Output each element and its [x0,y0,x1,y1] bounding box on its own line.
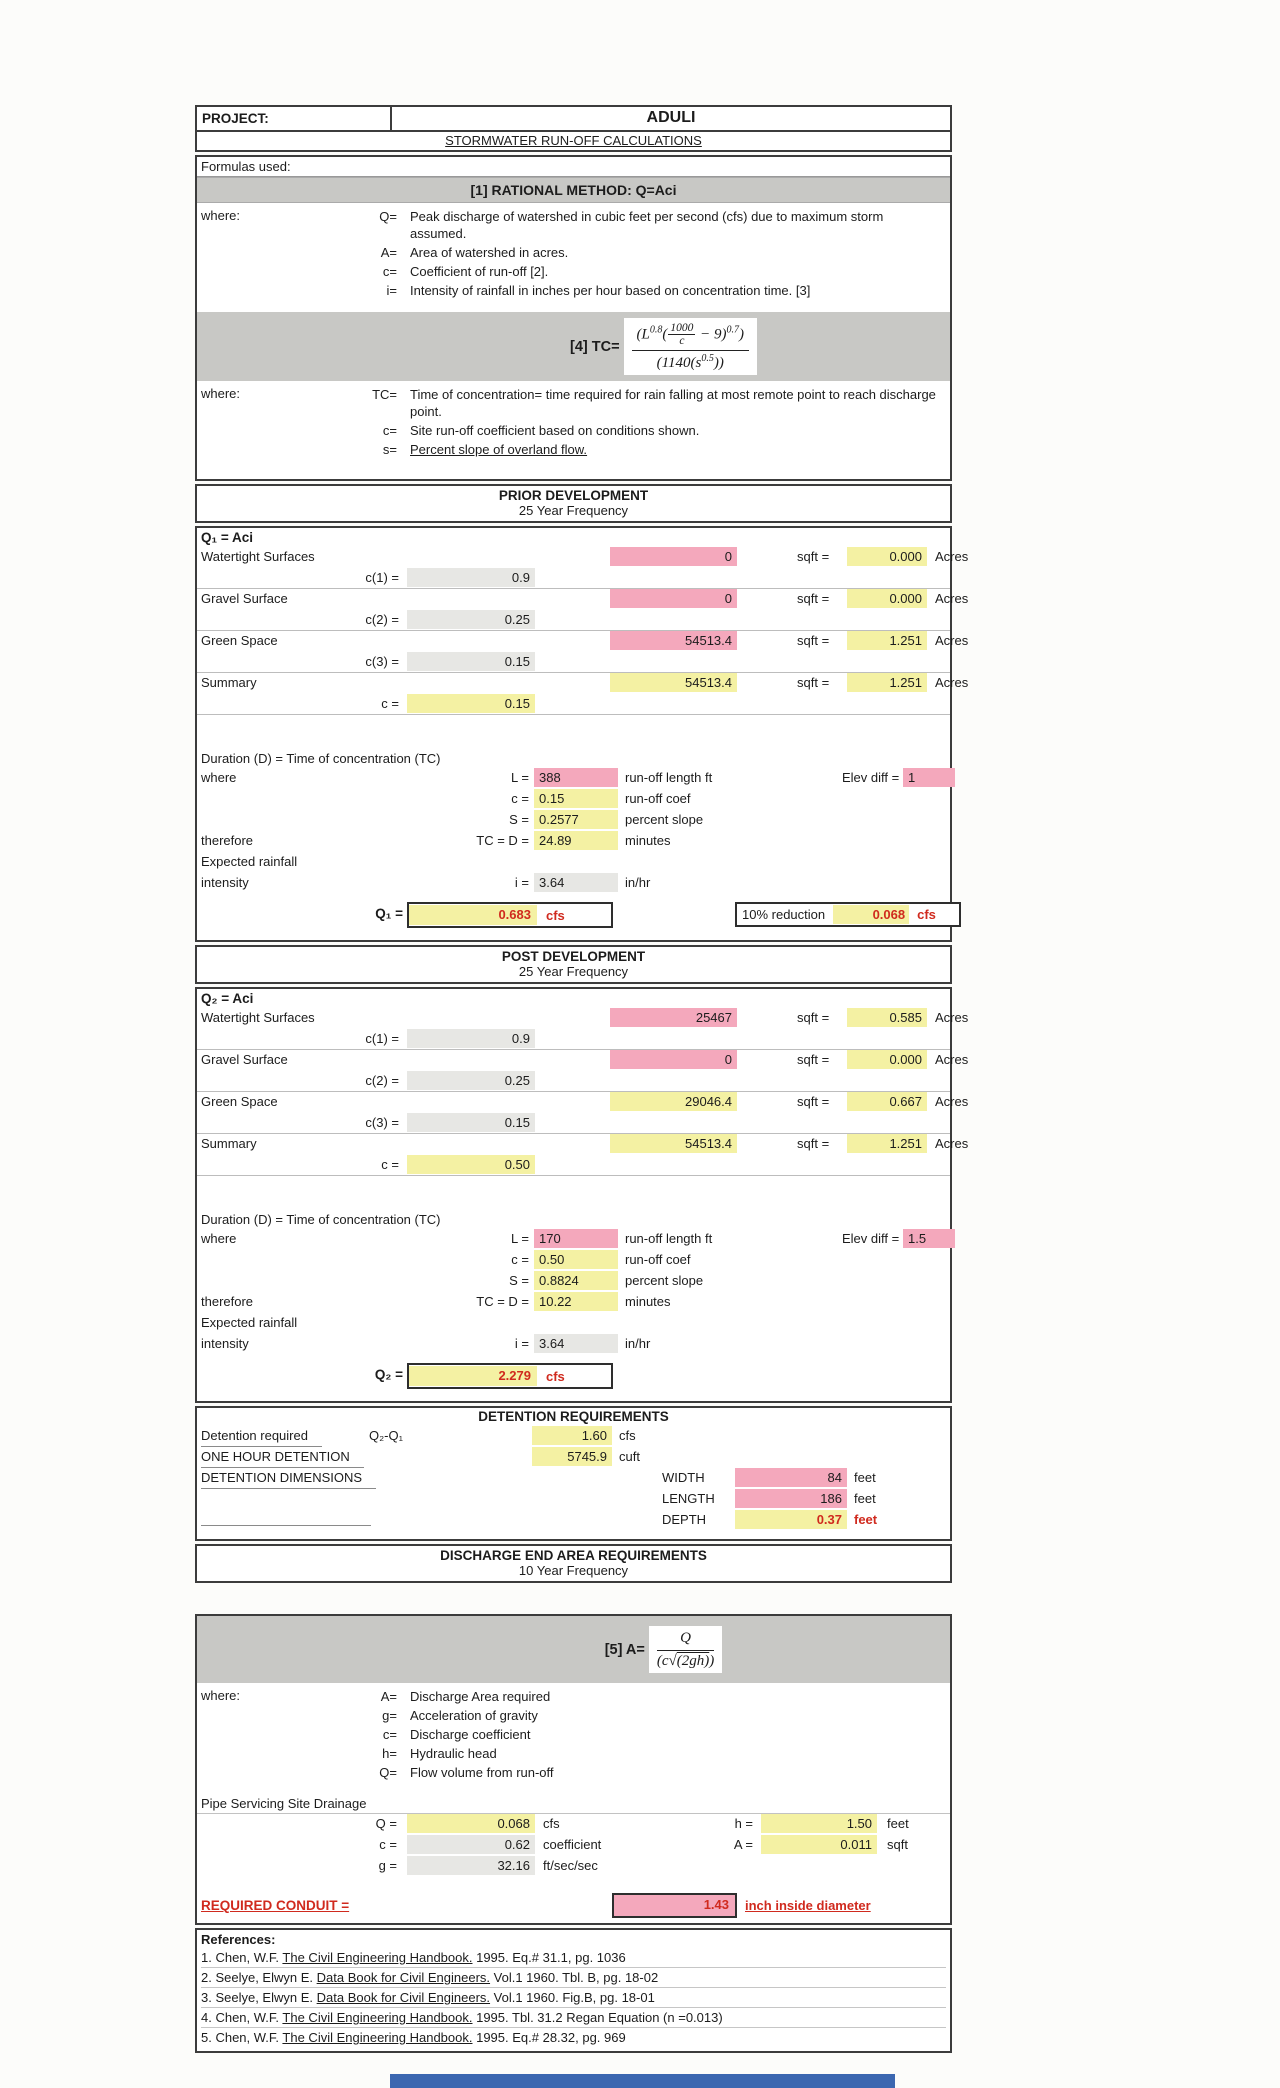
where-row [197,1725,950,1744]
detention-row: LENGTH 186 feet [662,1491,876,1507]
rational-method-banner: [1] RATIONAL METHOD: Q=Aci [197,177,950,203]
symbol-label: h= [382,1746,397,1762]
detention-section [195,1406,952,1541]
duration-row: c = 0.50 run-off coef [511,1252,691,1268]
q2-result-row [197,1363,950,1393]
band-subtitle: 25 Year Frequency [518,503,629,519]
symbol-label: A= [380,245,397,260]
coefficient-row: c(3) = 0.15 [197,652,950,673]
duration-row: S = 0.2577 percent slope [509,812,704,828]
required-conduit-label: REQUIRED CONDUIT = [201,1898,350,1914]
duration-title: Duration (D) = Time of concentration (TC) [201,1212,441,1228]
table-row: Gravel Surface 0 sqft = 0.000 Acres [201,1052,969,1068]
duration-row: therefore TC = D = 10.22 minutes [201,1294,671,1310]
reference-item: 4. Chen, W.F. The Civil Engineering Handbook. 1995. Tbl. 31.2 Regan Equation (n =0.013) [201,2008,946,2028]
table-row: Gravel Surface 0 sqft = 0.000 Acres [201,591,969,607]
intensity-cell: 3.64 [534,1334,618,1353]
symbol-label: Q= [379,1765,397,1781]
acres-cell: 1.251 [847,1134,927,1153]
acres-cell: 1.251 [847,631,927,650]
symbol-definition: Discharge Area required [410,1689,551,1705]
coefficient-row: c(1) = 0.9 [197,568,950,589]
tc-where [197,381,950,471]
pipe-h-cell: 1.50 [761,1814,877,1833]
coefficient-cell: 0.9 [407,1029,535,1048]
symbol-label: c= [382,423,397,439]
symbol-definition: Flow volume from run-off [410,1765,554,1781]
q2-result-label: Q₂ = [374,1367,403,1383]
coefficient-row: c(2) = 0.25 [197,610,950,631]
tc-cell: 24.89 [534,831,618,850]
detention-row: Detention required Q₂-Q₁ 1.60 cfs [197,1426,950,1447]
discharge-band [195,1544,952,1583]
sqft-cell: 0 [610,589,737,608]
q2-equation: Q₂ = Aci [201,991,254,1007]
reference-book-title: The Civil Engineering Handbook. [282,2010,473,2026]
slope-cell: 0.2577 [534,810,618,829]
duration-row: c = 0.15 run-off coef [511,791,691,807]
symbol-label: g= [382,1708,397,1724]
required-conduit-unit: inch inside diameter [745,1898,871,1914]
sheet-subtitle: STORMWATER RUN-OFF CALCULATIONS [445,133,702,148]
coefficient-row: c(2) = 0.25 [197,1071,950,1092]
coefficient-cell: 0.9 [407,568,535,587]
reference-item: 3. Seelye, Elwyn E. Data Book for Civil Engineers. Vol.1 1960. Fig.B, pg. 18-01 [201,1988,946,2008]
coef-cell: 0.15 [534,789,618,808]
where-row [197,1744,950,1763]
references-title: References: [201,1932,276,1948]
rational-method-where [197,203,950,312]
acres-cell: 0.000 [847,1050,927,1069]
table-row: Green Space 29046.4 sqft = 0.667 Acres [201,1094,969,1110]
q1-result-label: Q₁ = [375,906,403,922]
pipe-row: Q = 0.068 cfs h = 1.50 feet [375,1816,909,1832]
where-row [197,1706,950,1725]
band-title: DISCHARGE END AREA REQUIREMENTS [440,1548,707,1564]
reference-book-title: The Civil Engineering Handbook. [282,2030,473,2046]
coefficient-cell: 0.25 [407,610,535,629]
area-formula-label: [5] A= [604,1641,645,1658]
project-title: ADULI [646,109,696,126]
symbol-label: TC= [372,387,397,403]
q2-result-box: 2.279 cfs [407,1363,613,1389]
acres-cell: 0.000 [847,589,927,608]
where-row [197,385,950,421]
q1-result-box: 0.683 cfs [407,902,613,928]
where-row [197,243,950,262]
band-subtitle: 25 Year Frequency [518,964,629,980]
reference-book-title: The Civil Engineering Handbook. [282,1950,473,1966]
where-row [197,207,950,243]
pipe-row: g = 32.16 ft/sec/sec [378,1858,598,1874]
duration-row: Expected rainfall [201,854,298,870]
discharge-section [195,1614,952,1925]
band-title: POST DEVELOPMENT [501,949,646,965]
bottom-blue-bar [390,2074,895,2088]
header-section [195,105,952,152]
tc-formula: ($L^{0.8}$( $\frac{1000}{c}$ − 9)$^{0.7}$) $(1140(s^{0.5}))$ [624,318,757,375]
detention-required-cell: 1.60 [532,1426,612,1445]
post-development-section [195,987,969,1403]
duration-row: therefore TC = D = 24.89 minutes [201,833,671,849]
q2-result-value: 2.279 [409,1366,537,1386]
reference-book-title: Data Book for Civil Engineers. [316,1970,491,1986]
symbol-definition: Time of concentration= time required for rain falling at most remote point to reach discharge point. [410,387,936,420]
symbol-label: c= [382,264,397,279]
one-hour-detention-cell: 5745.9 [532,1447,612,1466]
symbol-definition: Acceleration of gravity [410,1708,538,1724]
acres-cell: 0.000 [847,547,927,566]
where-row [197,1687,950,1706]
duration-row: Expected rainfall [201,1315,298,1331]
detention-row: DEPTH 0.37 feet [197,1510,950,1531]
q1-result-value: 0.683 [409,905,537,925]
coefficient-cell: 0.25 [407,1071,535,1090]
reduction-value: 0.068 [833,905,909,924]
table-row: Green Space 54513.4 sqft = 1.251 Acres [201,633,969,649]
coefficient-row: c = 0.50 [197,1155,950,1176]
pipe-g-cell: 32.16 [407,1856,535,1875]
sqft-cell: 0 [610,1050,737,1069]
pipe-c-cell: 0.62 [407,1835,535,1854]
symbol-label: s= [382,442,397,458]
length-cell: 170 [534,1229,618,1248]
symbol-definition: Peak discharge of watershed in cubic feet per second (cfs) due to maximum storm assumed. [410,209,884,241]
band-subtitle: 10 Year Frequency [518,1563,629,1579]
post-development-band [195,945,952,984]
duration-row: S = 0.8824 percent slope [509,1273,704,1289]
detention-row: ONE HOUR DETENTION 5745.9 cuft [197,1447,950,1468]
where-label: where: [201,1688,241,1704]
reference-item: 2. Seelye, Elwyn E. Data Book for Civil Engineers. Vol.1 1960. Tbl. B, pg. 18-02 [201,1968,946,1988]
project-label: PROJECT: [197,107,392,130]
coefficient-cell: 0.50 [407,1155,535,1174]
symbol-definition: Hydraulic head [410,1746,497,1762]
duration-row: where L = 388 run-off length ft Elev diff = 1 [197,768,950,789]
symbol-label: A= [380,1689,397,1705]
table-row: Summary 54513.4 sqft = 1.251 Acres [201,1136,969,1152]
required-conduit-cell: 1.43 [612,1893,737,1918]
symbol-definition: Intensity of rainfall in inches per hour based on concentration time. [3] [410,283,811,298]
formulas-section [195,155,952,481]
coefficient-row: c = 0.15 [197,694,950,715]
coefficient-cell: 0.15 [407,1113,535,1132]
elev-diff-cell: 1.5 [903,1229,955,1248]
duration-title: Duration (D) = Time of concentration (TC) [201,751,441,767]
coef-cell: 0.50 [534,1250,618,1269]
elev-diff-cell: 1 [903,768,955,787]
where-label: where: [201,208,241,223]
symbol-definition: Percent slope of overland flow. [410,442,588,458]
area-formula: $\frac{Q}{(c√(2gh))}$ [649,1626,722,1673]
coefficient-cell: 0.15 [407,652,535,671]
acres-cell: 0.585 [847,1008,927,1027]
length-cell: 388 [534,768,618,787]
reference-item: 1. Chen, W.F. The Civil Engineering Handbook. 1995. Eq.# 31.1, pg. 1036 [201,1948,946,1968]
where-row [197,421,950,440]
tc-cell: 10.22 [534,1292,618,1311]
pipe-title: Pipe Servicing Site Drainage [197,1794,950,1814]
sqft-cell: 54513.4 [610,673,737,692]
reduction-label: 10% reduction [742,907,826,923]
symbol-definition: Area of watershed in acres. [410,245,569,260]
symbol-label: Q= [379,209,397,224]
symbol-definition: Site run-off coefficient based on conditions shown. [410,423,700,439]
area-formula-banner [197,1616,950,1683]
elev-diff-label: Elev diff = [842,1231,900,1247]
pipe-a-cell: 0.011 [761,1835,877,1854]
q1-result-row [197,902,950,932]
where-row [197,281,950,300]
area-where [197,1683,950,1794]
length-cell: 186 [735,1489,847,1508]
table-row: Watertight Surfaces 0 sqft = 0.000 Acres [201,549,969,565]
tc-formula-banner [197,312,950,381]
reduction-box: 10% reduction 0.068 cfs [735,902,961,927]
reference-book-title: Data Book for Civil Engineers. [316,1990,491,2006]
intensity-cell: 3.64 [534,873,618,892]
sqft-cell: 0 [610,547,737,566]
prior-development-section [195,526,969,942]
tc-formula-label: [4] TC= [569,338,620,355]
detention-band-title: DETENTION REQUIREMENTS [478,1409,669,1425]
prior-development-band [195,484,952,523]
sqft-cell: 25467 [610,1008,737,1027]
duration-row: intensity i = 3.64 in/hr [201,1336,651,1352]
sqft-cell: 54513.4 [610,631,737,650]
detention-row: DETENTION DIMENSIONS WIDTH 84 feet [197,1468,950,1489]
width-cell: 84 [735,1468,847,1487]
acres-cell: 1.251 [847,673,927,692]
symbol-definition: Discharge coefficient [410,1727,531,1743]
formulas-used-label: Formulas used: [197,157,950,177]
table-row: Watertight Surfaces 25467 sqft = 0.585 Acres [201,1010,969,1026]
symbol-label: i= [386,283,397,298]
coefficient-cell: 0.15 [407,694,535,713]
table-row: Summary 54513.4 sqft = 1.251 Acres [201,675,969,691]
where-row [197,1763,950,1782]
band-title: PRIOR DEVELOPMENT [498,488,649,504]
sqft-cell: 54513.4 [610,1134,737,1153]
depth-cell: 0.37 [735,1510,847,1529]
where-label: where: [201,386,241,402]
coefficient-row: c(3) = 0.15 [197,1113,950,1134]
slope-cell: 0.8824 [534,1271,618,1290]
pipe-row: c = 0.62 coefficient A = 0.011 sqft [379,1837,908,1853]
symbol-definition: Coefficient of run-off [2]. [410,264,549,279]
references-section [195,1928,952,2053]
elev-diff-label: Elev diff = [842,770,900,786]
coefficient-row: c(1) = 0.9 [197,1029,950,1050]
sqft-cell: 29046.4 [610,1092,737,1111]
reference-item: 5. Chen, W.F. The Civil Engineering Handbook. 1995. Eq.# 28.32, pg. 969 [201,2030,626,2046]
pipe-q-cell: 0.068 [407,1814,535,1833]
duration-row: where L = 170 run-off length ft Elev diff = 1.5 [197,1229,950,1250]
blank-underline [201,1510,371,1526]
symbol-label: c= [382,1727,397,1743]
duration-row: intensity i = 3.64 in/hr [201,875,651,891]
where-row [197,262,950,281]
where-row [197,440,950,459]
required-conduit-row [197,1893,950,1923]
acres-cell: 0.667 [847,1092,927,1111]
project-row [197,107,950,132]
calculation-sheet [195,105,969,2056]
q1-equation: Q₁ = Aci [201,530,253,546]
